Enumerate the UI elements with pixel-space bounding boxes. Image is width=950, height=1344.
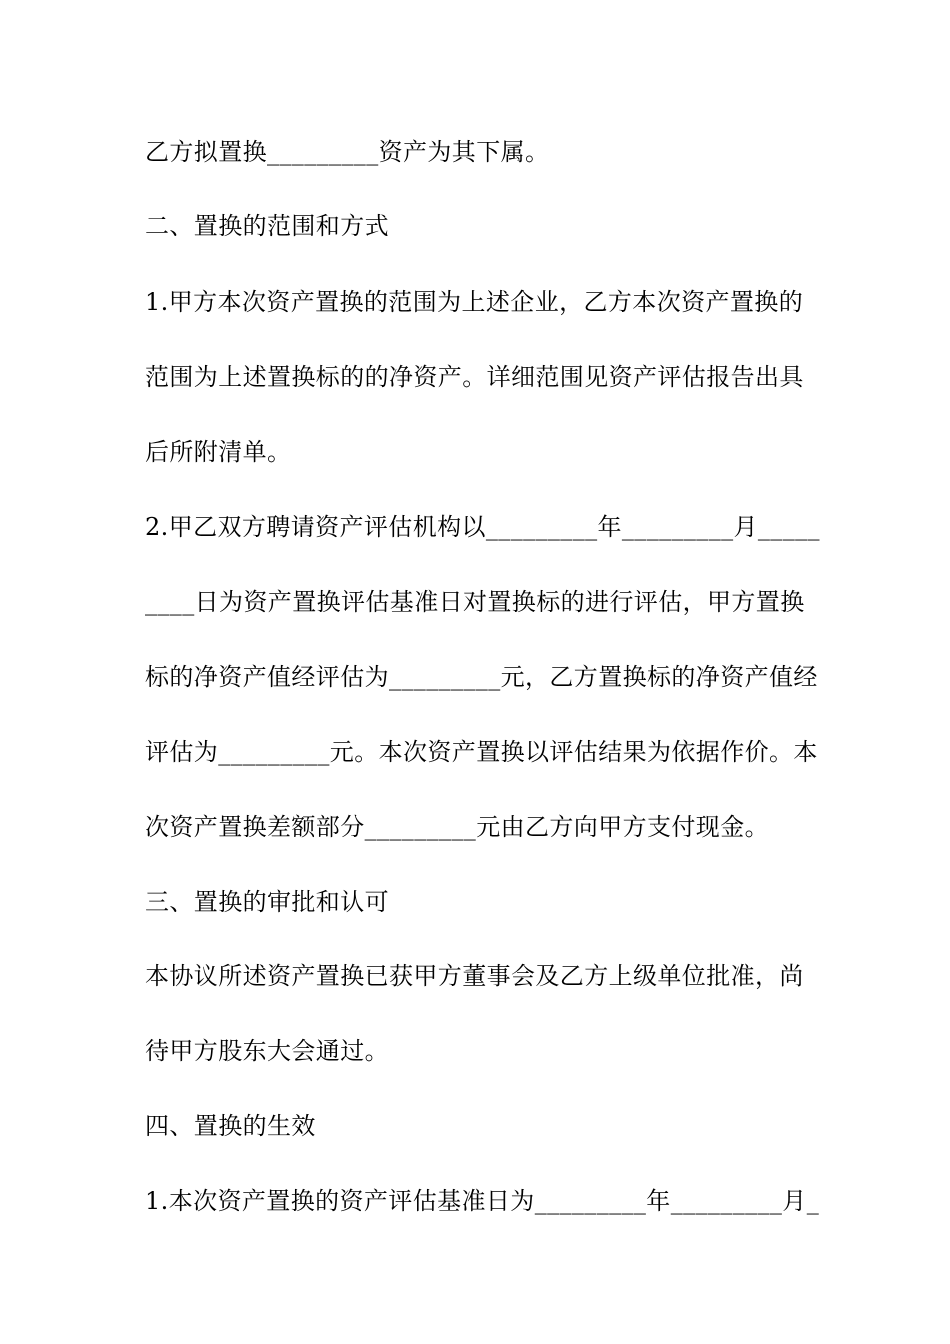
paragraph-line: 标的净资产值经评估为_________元，乙方置换标的净资产值经: [145, 663, 818, 691]
paragraph-line: ____日为资产置换评估基准日对置换标的进行评估，甲方置换: [145, 588, 805, 616]
paragraph-line: 评估为_________元。本次资产置换以评估结果为依据作价。本: [145, 738, 818, 766]
paragraph-line: 本协议所述资产置换已获甲方董事会及乙方上级单位批准，尚: [145, 962, 804, 990]
paragraph-line: 范围为上述置换标的的净资产。详细范围见资产评估报告出具: [145, 363, 804, 391]
section-heading: 四、置换的生效: [145, 1112, 316, 1140]
section-heading: 二、置换的范围和方式: [145, 212, 389, 240]
paragraph-line: 待甲方股东大会通过。: [145, 1037, 389, 1065]
paragraph-line: 1.甲方本次资产置换的范围为上述企业，乙方本次资产置换的: [145, 288, 804, 316]
paragraph-line: 2.甲乙双方聘请资产评估机构以_________年_________月_____: [145, 513, 820, 541]
paragraph-line: 1.本次资产置换的资产评估基准日为_________年_________月_: [145, 1187, 820, 1215]
paragraph-line: 次资产置换差额部分_________元由乙方向甲方支付现金。: [145, 813, 769, 841]
paragraph-line: 乙方拟置换_________资产为其下属。: [145, 138, 550, 166]
paragraph-line: 后所附清单。: [145, 438, 292, 466]
section-heading: 三、置换的审批和认可: [145, 888, 389, 916]
